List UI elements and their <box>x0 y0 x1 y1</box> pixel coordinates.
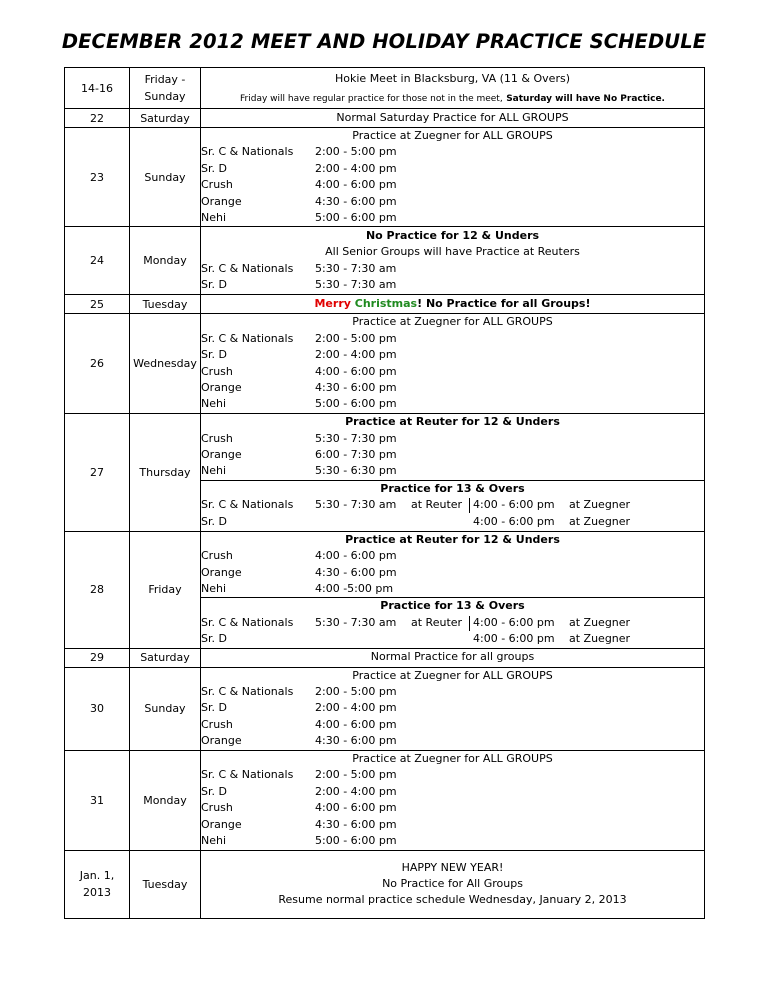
group-name: Sr. C & Nationals <box>201 261 294 275</box>
group-row <box>201 800 704 816</box>
table-row <box>65 648 705 667</box>
date-label: 2013 <box>83 886 111 900</box>
time-range: 4:00 -5:00 pm <box>315 581 394 595</box>
day-cell: Sunday <box>130 128 201 227</box>
day-cell: Friday <box>130 531 201 648</box>
table-row <box>65 109 705 128</box>
group-name: Crush <box>201 178 233 192</box>
group-name: Nehi <box>201 464 227 478</box>
group-name: Sr. C & Nationals <box>201 145 294 159</box>
location: at Zuegner <box>569 632 631 646</box>
section-heading: Practice at Zuegner for ALL GROUPS <box>352 315 553 329</box>
schedule-table <box>64 67 705 919</box>
group-row <box>201 261 704 277</box>
group-row <box>201 331 704 347</box>
day-cell: Thursday <box>130 413 201 531</box>
day-cell: Monday <box>130 227 201 295</box>
location: at Zuegner <box>569 498 631 512</box>
group-name: Orange <box>201 817 242 831</box>
section-heading: Practice for 13 & Overs <box>380 481 525 495</box>
day-cell: Saturday <box>130 648 201 667</box>
group-name: Orange <box>201 194 242 208</box>
time-range: 4:30 - 6:00 pm <box>315 565 397 579</box>
divider <box>469 616 470 631</box>
date-cell: 28 <box>65 531 130 648</box>
group-name: Nehi <box>201 397 227 411</box>
group-row <box>201 615 704 631</box>
time-range: 2:00 - 5:00 pm <box>315 145 397 159</box>
group-name: Sr. D <box>201 278 227 292</box>
details-cell <box>201 648 705 667</box>
time-range: 5:30 - 7:30 pm <box>315 431 397 445</box>
section-heading: Practice at Zuegner for ALL GROUPS <box>352 668 553 682</box>
note-line <box>201 89 704 107</box>
time-range: 4:30 - 6:00 pm <box>315 817 397 831</box>
group-row <box>201 396 704 412</box>
table-row <box>65 128 705 227</box>
time-range: 5:30 - 7:30 am <box>315 498 397 512</box>
holiday-line <box>201 296 704 312</box>
event-line: Hokie Meet in Blacksburg, VA (11 & Overs) <box>335 72 570 85</box>
group-row <box>201 347 704 363</box>
group-name: Sr. D <box>201 784 227 798</box>
details-cell <box>201 314 705 413</box>
time-range: 6:00 - 7:30 pm <box>315 448 397 462</box>
section-heading <box>201 480 704 497</box>
group-row <box>201 581 704 597</box>
group-row <box>201 497 704 513</box>
time-range: 5:30 - 7:30 am <box>315 278 397 292</box>
details-cell <box>201 413 705 531</box>
date-cell: 14-16 <box>65 68 130 109</box>
section-heading: Practice at Zuegner for ALL GROUPS <box>352 129 553 142</box>
group-row <box>201 784 704 800</box>
group-row <box>201 380 704 396</box>
group-name: Nehi <box>201 833 227 847</box>
details-cell <box>201 295 705 314</box>
event-line: No Practice for All Groups <box>382 876 523 890</box>
group-row <box>201 447 704 463</box>
day-cell: Sunday <box>130 667 201 750</box>
group-row <box>201 514 704 530</box>
group-name: Nehi <box>201 210 227 224</box>
divider <box>469 498 470 513</box>
group-row <box>201 833 704 849</box>
time-range: 5:30 - 7:30 am <box>315 615 397 629</box>
group-name: Sr. C & Nationals <box>201 685 294 699</box>
table-row <box>65 68 705 109</box>
date-cell <box>65 850 130 918</box>
details-cell <box>201 667 705 750</box>
group-row <box>201 431 704 447</box>
date-cell: 31 <box>65 750 130 850</box>
group-name: Sr. C & Nationals <box>201 498 294 512</box>
group-name: Sr. C & Nationals <box>201 615 294 629</box>
event-line: Normal Saturday Practice for ALL GROUPS <box>336 110 569 124</box>
time-range: 4:00 - 6:00 pm <box>473 498 555 512</box>
group-row <box>201 631 704 647</box>
group-row <box>201 463 704 479</box>
table-row <box>65 667 705 750</box>
section-heading: Practice for 13 & Overs <box>380 599 525 613</box>
time-range: 4:30 - 6:00 pm <box>315 734 397 748</box>
day-cell: Saturday <box>130 109 201 128</box>
details-cell <box>201 531 705 648</box>
group-row <box>201 717 704 733</box>
details-cell <box>201 128 705 227</box>
page-title: DECEMBER 2012 MEET AND HOLIDAY PRACTICE SCHEDULE <box>61 30 707 53</box>
group-name: Sr. D <box>201 514 227 528</box>
location: at Zuegner <box>569 615 631 629</box>
section-heading: Practice at Reuter for 12 & Unders <box>345 415 560 429</box>
table-row <box>65 295 705 314</box>
event-line: Normal Practice for all groups <box>370 650 535 664</box>
date-cell: 30 <box>65 667 130 750</box>
group-name: Sr. C & Nationals <box>201 331 294 345</box>
section-subheading: All Senior Groups will have Practice at Reuters <box>325 245 580 259</box>
group-row <box>201 548 704 564</box>
time-range: 4:00 - 6:00 pm <box>315 801 397 815</box>
time-range: 2:00 - 5:00 pm <box>315 685 397 699</box>
day-cell: Tuesday <box>130 295 201 314</box>
date-cell: 24 <box>65 227 130 295</box>
group-row <box>201 767 704 783</box>
group-name: Crush <box>201 364 233 378</box>
time-range: 4:00 - 6:00 pm <box>315 717 397 731</box>
time-range: 5:30 - 7:30 am <box>315 261 397 275</box>
table-row <box>65 314 705 413</box>
group-name: Orange <box>201 565 242 579</box>
section-heading: No Practice for 12 & Unders <box>365 229 540 243</box>
time-range: 4:00 - 6:00 pm <box>473 514 555 528</box>
location: at Reuter <box>411 498 463 512</box>
group-name: Sr. C & Nationals <box>201 768 294 782</box>
time-range: 5:00 - 6:00 pm <box>315 833 397 847</box>
group-name: Sr. D <box>201 632 227 646</box>
group-row <box>201 700 704 716</box>
location: at Zuegner <box>569 514 631 528</box>
day-label: Friday - <box>144 73 186 86</box>
date-cell: 27 <box>65 413 130 531</box>
details-cell <box>201 750 705 850</box>
time-range: 4:00 - 6:00 pm <box>473 615 555 629</box>
time-range: 2:00 - 5:00 pm <box>315 768 397 782</box>
note-bold-text: Saturday will have No Practice. <box>506 94 665 104</box>
group-row <box>201 817 704 833</box>
time-range: 5:30 - 6:30 pm <box>315 464 397 478</box>
group-name: Crush <box>201 801 233 815</box>
group-name: Orange <box>201 734 242 748</box>
group-row <box>201 144 704 160</box>
time-range: 5:00 - 6:00 pm <box>315 210 397 224</box>
group-name: Crush <box>201 549 233 563</box>
table-row <box>65 227 705 295</box>
table-row <box>65 850 705 918</box>
time-range: 4:30 - 6:00 pm <box>315 380 397 394</box>
table-row <box>65 531 705 648</box>
time-range: 2:00 - 5:00 pm <box>315 331 397 345</box>
time-range: 2:00 - 4:00 pm <box>315 348 397 362</box>
details-cell <box>201 227 705 295</box>
group-row <box>201 277 704 293</box>
time-range: 2:00 - 4:00 pm <box>315 701 397 715</box>
group-name: Sr. D <box>201 348 227 362</box>
time-range: 5:00 - 6:00 pm <box>315 397 397 411</box>
group-name: Orange <box>201 448 242 462</box>
date-cell: 22 <box>65 109 130 128</box>
date-cell: 26 <box>65 314 130 413</box>
location: at Reuter <box>411 615 463 629</box>
christmas-text: Christmas <box>354 297 418 311</box>
merry-text: Merry <box>314 297 351 311</box>
details-cell <box>201 68 705 109</box>
group-row <box>201 161 704 177</box>
time-range: 4:30 - 6:00 pm <box>315 194 397 208</box>
group-row <box>201 194 704 210</box>
time-range: 4:00 - 6:00 pm <box>315 364 397 378</box>
group-name: Nehi <box>201 581 227 595</box>
group-name: Crush <box>201 431 233 445</box>
group-name: Sr. D <box>201 701 227 715</box>
group-row <box>201 364 704 380</box>
holiday-rest: ! No Practice for all Groups! <box>417 297 591 311</box>
table-row <box>65 750 705 850</box>
group-row <box>201 177 704 193</box>
table-row <box>65 413 705 531</box>
section-heading: Practice at Reuter for 12 & Unders <box>345 532 560 546</box>
time-range: 4:00 - 6:00 pm <box>315 178 397 192</box>
section-heading: Practice at Zuegner for ALL GROUPS <box>352 752 553 766</box>
details-cell <box>201 109 705 128</box>
day-cell: Tuesday <box>130 850 201 918</box>
section-heading <box>201 597 704 614</box>
time-range: 2:00 - 4:00 pm <box>315 784 397 798</box>
date-cell: 25 <box>65 295 130 314</box>
group-name: Crush <box>201 717 233 731</box>
note-text: Friday will have regular practice for those not in the meet, <box>240 94 503 104</box>
group-row <box>201 210 704 226</box>
time-range: 4:00 - 6:00 pm <box>473 632 555 646</box>
day-label: Sunday <box>144 90 186 103</box>
day-cell: Monday <box>130 750 201 850</box>
group-row <box>201 733 704 749</box>
time-range: 2:00 - 4:00 pm <box>315 161 397 175</box>
group-name: Sr. D <box>201 161 227 175</box>
day-cell <box>130 68 201 109</box>
group-name: Orange <box>201 380 242 394</box>
group-row <box>201 565 704 581</box>
holiday-line: HAPPY NEW YEAR! <box>401 860 504 874</box>
time-range: 4:00 - 6:00 pm <box>315 549 397 563</box>
event-line: Resume normal practice schedule Wednesday, January 2, 2013 <box>278 893 627 907</box>
details-cell <box>201 850 705 918</box>
day-cell: Wednesday <box>130 314 201 413</box>
date-cell: 29 <box>65 648 130 667</box>
date-label: Jan. 1, <box>79 869 115 883</box>
date-cell: 23 <box>65 128 130 227</box>
group-row <box>201 684 704 700</box>
